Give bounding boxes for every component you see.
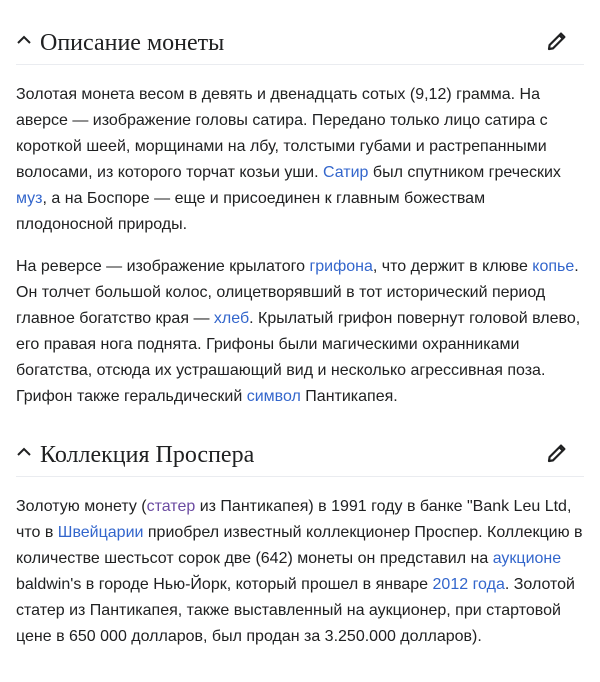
section-title: Описание монеты [40, 30, 225, 56]
inline-link[interactable]: хлеб [213, 310, 250, 327]
section-heading-collection[interactable] [16, 432, 584, 477]
inline-link[interactable]: грифона [309, 258, 373, 275]
inline-link[interactable]: аукционе [492, 550, 562, 567]
section-heading-description[interactable] [16, 20, 584, 65]
inline-link[interactable]: 2012 года [432, 576, 505, 593]
inline-link[interactable]: статер [146, 498, 196, 515]
inline-link[interactable]: муз [16, 190, 43, 207]
inline-link[interactable]: Швейцарии [57, 524, 144, 541]
paragraph: На реверсе — изображение крылатого грифона, что держит в клюве копье. Он толчет большой колос, олицетворявший в тот исторический период главное богатство края — хлеб. Крылатый грифон повернут головой влево, его правая нога поднята. Грифоны были магическими охранниками богатства, отсюда их устрашающий вид и несколько агрессивная поза. Грифон также геральдический символ Пантикапея. [16, 258, 581, 405]
paragraph: Золотую монету (статер из Пантикапея) в 1991 году в банке "Bank Leu Ltd, что в Швейцарии приобрел известный коллекционер Проспер. Коллекцию в количестве шестьсот сорок две (642) монеты он представил на аукционе baldwin's в городе Нью-Йорк, который прошел в январе 2012 года. Золотой статер из Пантикапея, также выставленный на аукционер, при стартовой цене в 650 000 долларов, был продан за 3.250.000 долларов). [16, 498, 583, 645]
inline-link[interactable]: Сатир [323, 164, 369, 181]
pencil-icon[interactable] [546, 30, 568, 52]
pencil-icon[interactable] [546, 442, 568, 464]
chevron-up-icon[interactable] [16, 444, 32, 460]
paragraph: Золотая монета весом в девять и двенадцать сотых (9,12) грамма. На аверсе — изображение головы сатира. Передано только лицо сатира с короткой шеей, морщинами на лбу, толстыми губами и растрепанными волосами, из которого торчат козьи уши. Сатир был спутником греческих муз, а на Боспоре — еще и присоединен к главным божествам плодоносной природы. [16, 86, 561, 233]
inline-link[interactable]: копье [532, 258, 575, 275]
inline-link[interactable]: символ [246, 388, 301, 405]
section-title: Коллекция Проспера [40, 442, 255, 468]
chevron-up-icon[interactable] [16, 32, 32, 48]
